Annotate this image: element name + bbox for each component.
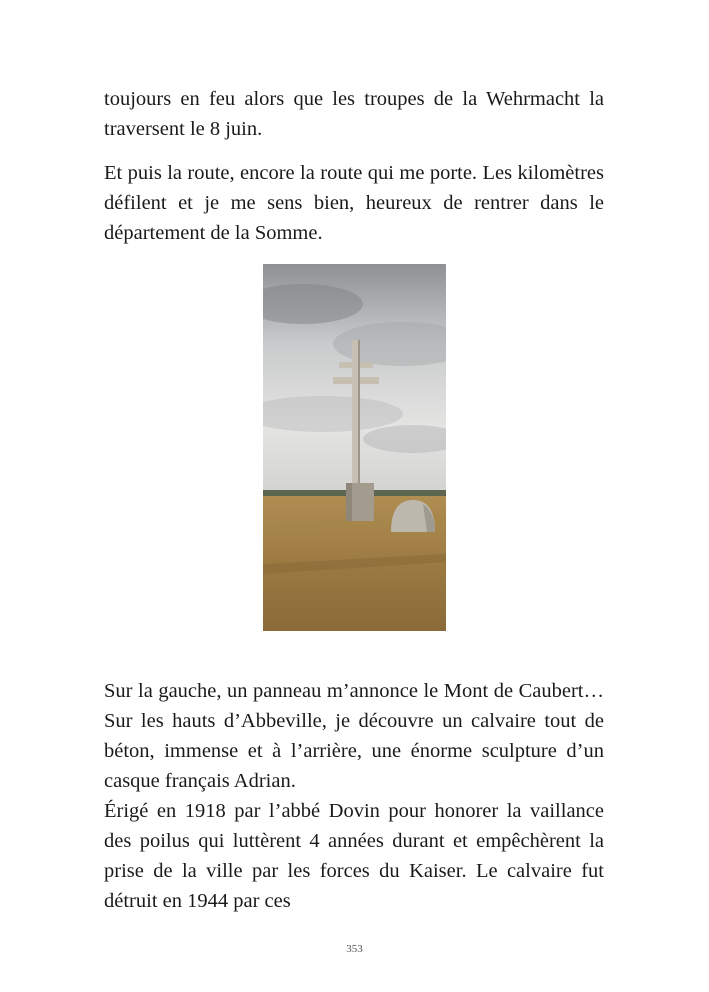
page-number: 353 — [346, 943, 363, 955]
paragraph-mont-de-caubert: Sur la gauche, un panneau m’annonce le Mont de Caubert… Sur les hauts d’Abbeville, je découvre un calvaire tout de béton, immense et à l’arrière, une énorme sculpture d’un casque français Adrian. — [104, 680, 604, 792]
calvary-photo — [263, 264, 446, 631]
paragraph-route-somme: Et puis la route, encore la route qui me porte. Les kilomètres défilent et je me sens bien, heureux de rentrer dans le département de la Somme. — [104, 162, 604, 244]
paragraph-erige-1918: Érigé en 1918 par l’abbé Dovin pour honorer la vaillance des poilus qui luttèrent 4 années durant et empêchèrent la prise de la ville par les forces du Kaiser. Le calvaire fut détruit en 1944 par ces — [104, 800, 604, 912]
paragraph-wehrmacht: toujours en feu alors que les troupes de la Wehrmacht la traversent le 8 juin. — [104, 88, 604, 140]
